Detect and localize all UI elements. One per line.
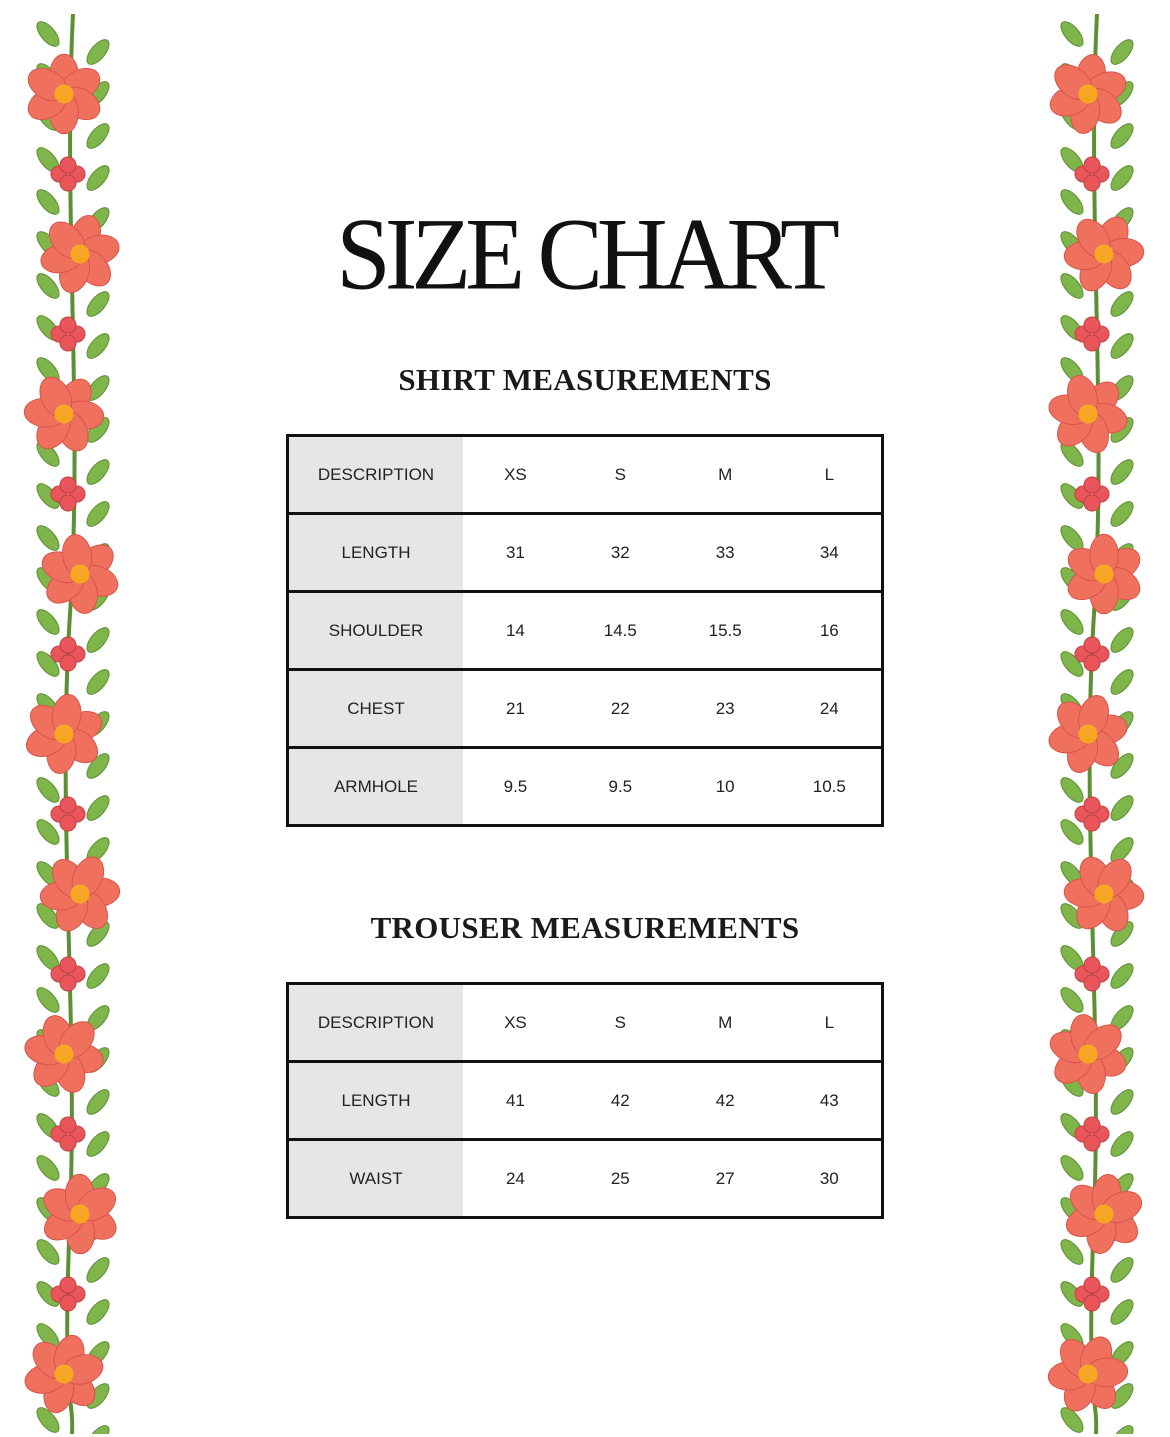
leaf-icon (1057, 774, 1087, 806)
table-cell: 25 (568, 1140, 673, 1218)
leaf-icon (1107, 330, 1137, 362)
table-cell: 34 (778, 514, 883, 592)
leaf-icon (1057, 18, 1087, 50)
table-cell: 33 (673, 514, 778, 592)
row-label: CHEST (288, 670, 464, 748)
page-title: SIZE CHART (336, 198, 834, 312)
table-cell: 42 (568, 1062, 673, 1140)
leaf-icon (1057, 984, 1087, 1016)
table-cell: 22 (568, 670, 673, 748)
leaf-icon (1107, 36, 1137, 68)
column-header-m: M (718, 464, 733, 484)
table-cell: 9.5 (463, 748, 568, 826)
leaf-icon (83, 666, 113, 698)
table-row (288, 748, 883, 826)
table-cell: 16 (778, 592, 883, 670)
table-cell: 14 (463, 592, 568, 670)
table-cell: 27 (673, 1140, 778, 1218)
table-row (288, 670, 883, 748)
leaf-icon (83, 1296, 113, 1328)
leaf-icon (1107, 498, 1137, 530)
table-row (288, 592, 883, 670)
table-cell: 42 (673, 1062, 778, 1140)
table-cell: 14.5 (568, 592, 673, 670)
column-header-s: S (614, 464, 626, 484)
row-label: WAIST (288, 1140, 464, 1218)
leaf-icon (1107, 624, 1137, 656)
berry-cluster-icon (1075, 1117, 1109, 1151)
table-cell: 24 (463, 1140, 568, 1218)
leaf-icon (83, 1128, 113, 1160)
leaf-icon (33, 984, 63, 1016)
row-label: ARMHOLE (288, 748, 464, 826)
leaf-icon (83, 624, 113, 656)
berry-cluster-icon (1075, 317, 1109, 351)
column-header-xs: XS (504, 464, 527, 484)
table-row (288, 1062, 883, 1140)
trouser-measurements-heading: TROUSER MEASUREMENTS (370, 910, 800, 945)
table-header-row (288, 436, 883, 514)
flower-icon (1032, 1318, 1145, 1431)
leaf-icon (1107, 1422, 1137, 1434)
row-label: LENGTH (288, 514, 464, 592)
shirt-size-table (286, 434, 884, 827)
leaf-icon (1057, 606, 1087, 638)
row-label: SHOULDER (288, 592, 464, 670)
leaf-icon (83, 330, 113, 362)
leaf-icon (1057, 1152, 1087, 1184)
leaf-icon (1107, 162, 1137, 194)
column-header-m: M (718, 1012, 733, 1032)
row-label: LENGTH (288, 1062, 464, 1140)
column-header-description: DESCRIPTION (288, 436, 464, 514)
leaf-icon (1107, 1296, 1137, 1328)
table-cell: 32 (568, 514, 673, 592)
flower-icon (1047, 1157, 1161, 1272)
table-cell: 21 (463, 670, 568, 748)
column-header-l: L (824, 1012, 835, 1032)
table-cell: 10.5 (778, 748, 883, 826)
table-row (288, 1140, 883, 1218)
table-cell: 30 (778, 1140, 883, 1218)
leaf-icon (1107, 1086, 1137, 1118)
leaf-icon (83, 960, 113, 992)
leaf-icon (83, 1086, 113, 1118)
leaf-icon (83, 1254, 113, 1286)
leaf-icon (33, 1152, 63, 1184)
leaf-icon (1057, 1236, 1087, 1268)
leaf-icon (83, 498, 113, 530)
table-row (288, 514, 883, 592)
leaf-icon (1107, 666, 1137, 698)
table-cell: 43 (778, 1062, 883, 1140)
leaf-icon (33, 606, 63, 638)
table-cell: 15.5 (673, 592, 778, 670)
leaf-icon (33, 1236, 63, 1268)
column-header-xs: XS (504, 1012, 527, 1032)
leaf-icon (1107, 1128, 1137, 1160)
leaf-icon (1107, 960, 1137, 992)
table-cell: 10 (673, 748, 778, 826)
leaf-icon (83, 36, 113, 68)
leaf-icon (83, 162, 113, 194)
leaf-icon (83, 120, 113, 152)
leaf-icon (33, 18, 63, 50)
column-header-description: DESCRIPTION (288, 984, 464, 1062)
table-cell: 24 (778, 670, 883, 748)
flower-icon (8, 1316, 122, 1431)
leaf-icon (83, 1422, 113, 1434)
trouser-size-table (286, 982, 884, 1219)
column-header-l: L (824, 464, 835, 484)
shirt-measurements-heading: SHIRT MEASUREMENTS (398, 362, 772, 397)
leaf-icon (33, 774, 63, 806)
table-header-row (288, 984, 883, 1062)
leaf-icon (1107, 792, 1137, 824)
leaf-icon (83, 792, 113, 824)
table-cell: 9.5 (568, 748, 673, 826)
leaf-icon (83, 456, 113, 488)
table-cell: 41 (463, 1062, 568, 1140)
column-header-s: S (614, 1012, 626, 1032)
leaf-icon (1107, 1254, 1137, 1286)
leaf-icon (1107, 120, 1137, 152)
table-cell: 23 (673, 670, 778, 748)
leaf-icon (1107, 456, 1137, 488)
berry-cluster-icon (51, 317, 85, 351)
table-cell: 31 (463, 514, 568, 592)
berry-cluster-icon (51, 1117, 85, 1151)
leaf-icon (33, 522, 63, 554)
